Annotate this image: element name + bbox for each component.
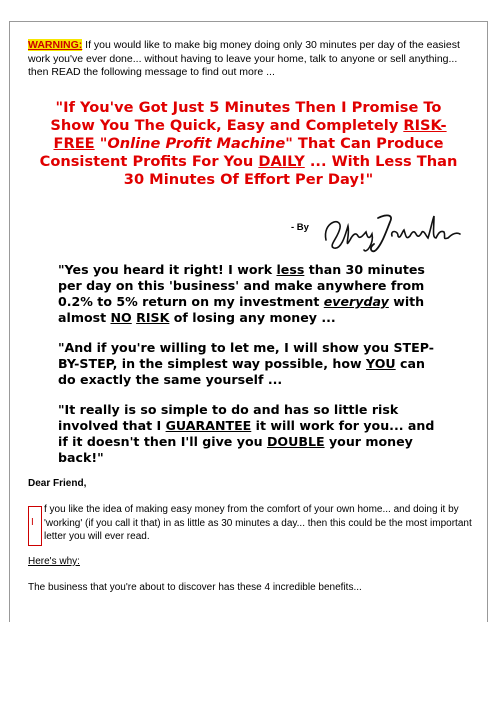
warning-notice — [28, 39, 468, 80]
quote-3-b: it will work for you... and if it doesn't then I'll give you — [58, 418, 435, 449]
signature-image — [320, 210, 470, 255]
headline-part1: "If You've Got Just 5 Minutes Then I Promise To Show You The Quick, Easy and Completely — [50, 99, 442, 134]
quote-3-a: "It really is so simple to do and has so little risk involved that I — [58, 402, 399, 433]
greeting: Dear Friend, — [28, 478, 87, 489]
headline-part4: ... With Less Than 30 Minutes Of Effort Per Day!" — [123, 153, 458, 188]
byline-prefix: - By — [291, 222, 309, 233]
quote-3-guarantee: GUARANTEE — [165, 418, 252, 433]
quote-3-double: DOUBLE — [266, 434, 325, 449]
benefits-intro: The business that you're about to discover has these 4 incredible benefits... — [28, 582, 362, 593]
quote-3 — [58, 402, 443, 466]
quote-1-b: than 30 minutes per day on this 'business' and make anywhere from 0.2% to 5% return on my investment — [58, 262, 425, 309]
quote-1-no: NO — [110, 310, 132, 325]
headline-italic: "Online Profit Machine" — [99, 135, 293, 152]
quote-1-a: "Yes you heard it right! I work — [58, 262, 277, 277]
quote-2-a: "And if you're willing to let me, I will show you STEP-BY-STEP, in the simplest way possible, how — [58, 340, 434, 371]
quote-3-c: your money back!" — [58, 434, 413, 465]
headline-part3: That Can Produce Consistent Profits For You — [39, 135, 444, 170]
quote-2-you: YOU — [366, 356, 396, 371]
dropcap-letter: I — [31, 517, 34, 528]
intro-paragraph: f you like the idea of making easy money from the comfort of your own home... and doing it by 'working' (if you call it that) in as little as 30 minutes a day... then this could be the most important letter you will ever read. — [44, 504, 472, 542]
warning-text: If you would like to make big money doing only 30 minutes per day of the easiest work you've ever done... without having to leave your home, talk to anyone or sell anything... then READ the following message to find out more ... — [28, 39, 460, 78]
quote-1-risk: RISK — [136, 310, 170, 325]
quote-1 — [58, 262, 443, 326]
warning-label: WARNING: — [28, 39, 83, 51]
quote-1-c: with almost — [58, 294, 425, 325]
quote-1-everyday: everyday — [323, 294, 389, 309]
testimonial-quotes — [58, 262, 443, 480]
quote-2-b: can do exactly the same yourself ... — [58, 356, 425, 387]
quote-1-e: of losing any money ... — [169, 310, 336, 325]
headline-risk-free: RISK-FREE — [53, 117, 447, 152]
quote-1-less: less — [276, 262, 305, 277]
heres-why-heading: Here's why: — [28, 556, 80, 567]
headline — [36, 99, 461, 189]
quote-2 — [58, 340, 443, 388]
headline-daily: DAILY — [258, 153, 305, 170]
